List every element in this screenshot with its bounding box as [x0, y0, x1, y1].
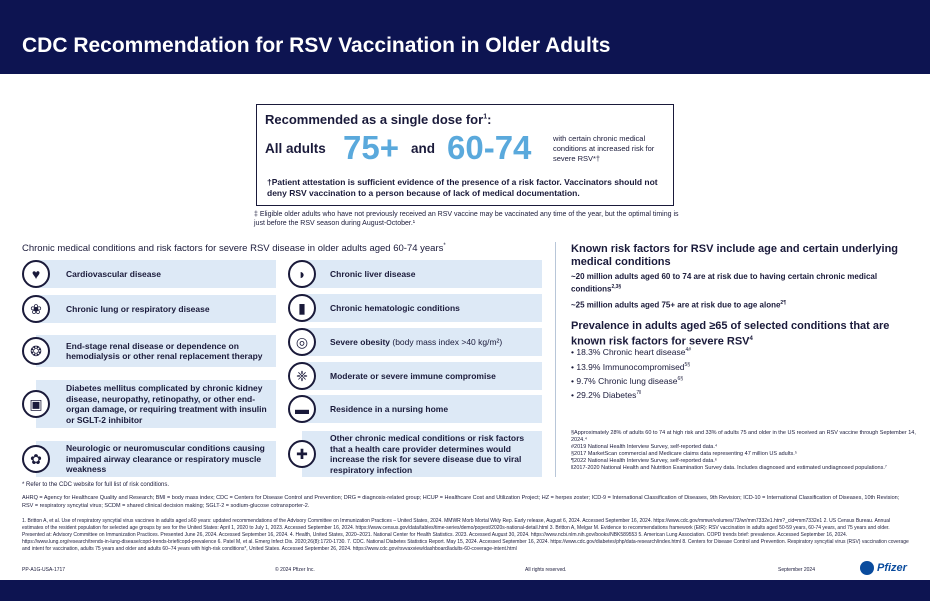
condition-row: [22, 260, 276, 288]
glucose-meter-icon: ▣: [22, 390, 50, 418]
condition-row: [288, 294, 542, 322]
bed-icon: ▬: [288, 395, 316, 423]
conditions-qualifier: with certain chronic medical conditions at increased risk for severe RSV*†: [553, 134, 655, 163]
footer-date: September 2024: [778, 567, 815, 573]
brain-icon: ✿: [22, 445, 50, 473]
page-title: CDC Recommendation for RSV Vaccination in Older Adults: [22, 34, 611, 57]
risk-bullet-2: ~25 million adults aged 75+ are at risk due to age alone$^{2\P}$: [571, 300, 786, 310]
condition-label: Other chronic medical conditions or risk factors that a health care provider determines would increase the risk for severe disease due to viral respiratory infection: [330, 433, 525, 475]
header-banner: [0, 22, 930, 74]
risk-footnotes: §Approximately 28% of adults 60 to 74 at high risk and 33% of adults 75 and older in the US received an RSV vaccine through September 14, 2024.⁴ #2019 National Health Interview Survey, self-reported data.⁴ §2017 MarketScan commercial and Medicare claims data representing 47 million US adults.⁵ ¶2022 National Health Interview Survey, self-reported data.⁶ ‖2017-2020 National Health and Nutrition Examination Survey data. Includes diagnosed and estimated undiagnosed populations.⁷: [571, 430, 916, 471]
prevalence-item: • 9.7% Chronic lung disease$^{6\S}$: [571, 376, 684, 386]
bottom-bar: [0, 580, 930, 601]
footer-rights: All rights reserved.: [525, 567, 567, 573]
risk-heading: Known risk factors for RSV include age and certain underlying medical conditions: [571, 243, 899, 268]
attestation-note: †Patient attestation is sufficient evidence of the presence of a risk factor. Vaccinators should not deny RSV vaccination to a person because of lack of medical documentation.: [267, 177, 658, 198]
condition-row: [22, 441, 276, 477]
risk-bullet-1: ~20 million adults aged 60 to 74 are at risk due to having certain chronic medical conditions$^{2,3\S}$: [571, 272, 878, 294]
recommendation-box: [256, 104, 674, 206]
condition-label: Chronic lung or respiratory disease: [66, 303, 210, 314]
blood-bag-icon: ▮: [288, 294, 316, 322]
kidney-icon: ❂: [22, 337, 50, 365]
condition-label: Residence in a nursing home: [330, 403, 449, 414]
condition-row: [288, 260, 542, 288]
footer-copyright: © 2024 Pfizer Inc.: [275, 567, 315, 573]
pfizer-logo: [860, 561, 907, 575]
scale-icon: ◎: [288, 328, 316, 356]
references: 1. Britton A, et al. Use of respiratory syncytial virus vaccines in adults aged ≥60 years: updated recommendations of the Advisory Committee on Immunization Practices – United States, 2024. MMWR Morb Mortal Wkly Rep. Early release, August 6, 2024. Accessed September 16, 2024. https://www.cdc.gov/mmwr/volumes/73/wr/mm7332e1.htm?_cid=mm7332e1 2. US Census Bureau. Annual estimates of the resident population for selected age groups by sex for the United States: April 1, 2020 to July 1, 2023. Accessed September 16, 2024. https://www.census.gov/data/tables/time-series/demo/popest/2020s-national-detail.html 3. Britton A, Melgar M. Evidence to recommendations framework (EtR): RSV vaccination in adults aged 50-59 years, 60-74 years, and 75 years and older. Presented at: Advisory Committee on Immunization Practices. Presented June 26, 2024. Accessed September 16, 2024. 4. Health, United States, 2020–2021. National Center for Health Statistics. 2023. Accessed August 30, 2024. https://www.ncbi.nlm.nih.gov/books/NBK589553 5. American Lung Association. COPD trends brief: prevalence. Accessed September 16, 2024. https://www.lung.org/research/trends-in-lung-disease/copd-trends-brief/copd-prevalence 6. Patel M, et al. Emerg Infect Dis. 2020;26(8):1720-1730. 7. CDC. National Diabetes Statistics Report. May 15, 2024. Accessed September 16, 2024. https://www.cdc.gov/diabetes/php/data-research/index.html 8. Centers for Disease Control and Prevention. Respiratory syncytial virus (RSV) vaccination coverage and intent for vaccination, adults 75 years and older and adults 60–74 years with high-risk conditions*, United States. Accessed September 26, 2024. https://www.cdc.gov/rsvvaxview/dashboard/adults-60-coverage-intent.html: [22, 518, 909, 552]
age-60-74: 60-74: [447, 129, 532, 166]
conditions-title: Chronic medical conditions and risk factors for severe RSV disease in older adults aged 60-74 years*: [22, 243, 446, 255]
condition-row: [288, 328, 542, 356]
condition-label: End-stage renal disease or dependence on hemodialysis or other renal replacement therapy: [66, 340, 263, 361]
liver-icon: ◗: [288, 260, 316, 288]
prevalence-heading: Prevalence in adults aged ≥65 of selected conditions that are known risk factors for severe RSV$^4$: [571, 320, 890, 348]
pfizer-logo-icon: [860, 561, 874, 575]
condition-label: Cardiovascular disease: [66, 268, 161, 279]
all-adults-label: All adults: [265, 141, 326, 156]
and-label: and: [411, 141, 436, 156]
condition-row: [288, 362, 542, 390]
condition-row: [22, 380, 276, 428]
condition-label: Chronic liver disease: [330, 268, 416, 279]
immune-icon: ❈: [288, 362, 316, 390]
condition-label: Neurologic or neuromuscular conditions causing impaired airway clearance or respiratory muscle weakness: [66, 443, 265, 475]
footer-code: PP-A1G-USA-1717: [22, 567, 66, 573]
condition-label: Moderate or severe immune compromise: [330, 370, 496, 381]
condition-row: [288, 431, 542, 477]
plus-icon: ✚: [288, 440, 316, 468]
heart-rate-icon: ♥: [22, 260, 50, 288]
condition-row: [22, 335, 276, 367]
condition-label: Chronic hematologic conditions: [330, 302, 460, 313]
pfizer-logo-text: Pfizer: [877, 562, 907, 574]
recommendation-title: Recommended as a single dose for$^1$:: [265, 112, 492, 127]
prevalence-item: • 13.9% Immunocompromised$^{5\S}$: [571, 362, 691, 372]
prevalence-item: • 18.3% Chronic heart disease$^{4\#}$: [571, 347, 692, 357]
condition-label: Diabetes mellitus complicated by chronic kidney disease, neuropathy, retinopathy, or other end-organ damage, or requiring treatment with insulin or SGLT-2 inhibitor: [66, 383, 267, 425]
condition-label: Severe obesity (body mass index >40 kg/m²): [330, 336, 503, 347]
refer-note: * Refer to the CDC website for full list of risk conditions.: [22, 482, 170, 488]
eligibility-note: ‡ Eligible older adults who have not previously received an RSV vaccine may be vaccinated any time of the year, but the optimal timing is just before the RSV season during August-October.¹: [254, 211, 679, 227]
condition-row: [288, 395, 542, 423]
prevalence-item: • 29.2% Diabetes$^{7‖}$: [571, 390, 642, 400]
condition-row: [22, 295, 276, 323]
top-bar: [0, 0, 930, 22]
lungs-icon: ❀: [22, 295, 50, 323]
abbreviations: AHRQ = Agency for Healthcare Quality and Research; BMI = body mass index; CDC = Centers for Disease Control and Prevention; DRG = diagnosis-related group; HCUP = Healthcare Cost and Utilization Project; HZ = herpes zoster; ICD-9 = International Classification of Diseases, 9th Revision; ICD-10 = International Classification of Diseases, 10th Revision; RSV = respiratory syncytial virus; SCDM = shared clinical decision making; SGLT-2 = sodium-glucose cotransporter-2.: [22, 495, 900, 509]
age-75-plus: 75+: [343, 129, 399, 166]
column-divider: [555, 242, 556, 477]
